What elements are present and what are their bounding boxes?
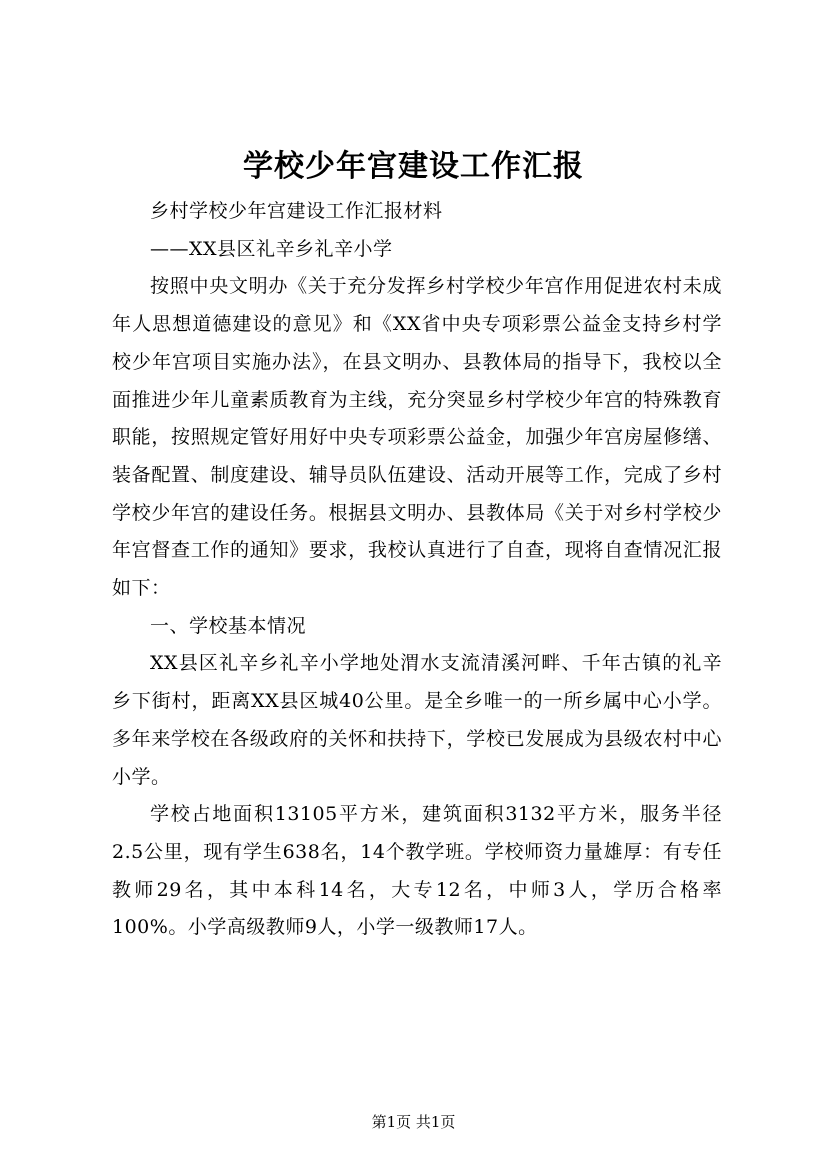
- document-title: 学校少年宫建设工作汇报: [243, 149, 584, 184]
- author-line: ——XX县区礼辛乡礼辛小学: [150, 237, 393, 260]
- intro-paragraph: 按照中央文明办《关于充分发挥乡村学校少年宫作用促进农村未成年人思想道德建设的意见》和《XX省中央专项彩票公益金支持乡村学校少年宫项目实施办法》，在县文明办、县教体局的指导下，我校以全面推进少年儿童素质教育为主线，充分突显乡村学校少年宫的特殊教育职能，按照规定管好用好中央专项彩票公益金，加强少年宫房屋修缮、装备配置、制度建设、辅导员队伍建设、活动开展等工作，完成了乡村学校少年宫的建设任务。根据县文明办、县教体局《关于对乡村学校少年宫督查工作的通知》要求，我校认真进行了自查，现将自查情况汇报如下：: [112, 275, 722, 600]
- section-paragraph-location: XX县区礼辛乡礼辛小学地处渭水支流清溪河畔、千年古镇的礼辛乡下街村，距离XX县区城40公里。是全乡唯一的一所乡属中心小学。多年来学校在各级政府的关怀和扶持下，学校已发展成为县级农村中心小学。: [112, 652, 722, 788]
- page-number-footer: 第1页 共1页: [371, 1113, 456, 1131]
- document-body: [112, 193, 722, 947]
- section-heading: 一、学校基本情况: [150, 614, 307, 637]
- document-subtitle: 乡村学校少年宫建设工作汇报材料: [150, 200, 443, 222]
- section-paragraph-stats: 学校占地面积13105平方米，建筑面积3132平方米，服务半径2.5公里，现有学生638名，14个教学班。学校师资力量雄厚：有专任教师29名，其中本科14名，大专12名，中师3人，学历合格率100%。小学高级教师9人，小学一级教师17人。: [112, 803, 722, 939]
